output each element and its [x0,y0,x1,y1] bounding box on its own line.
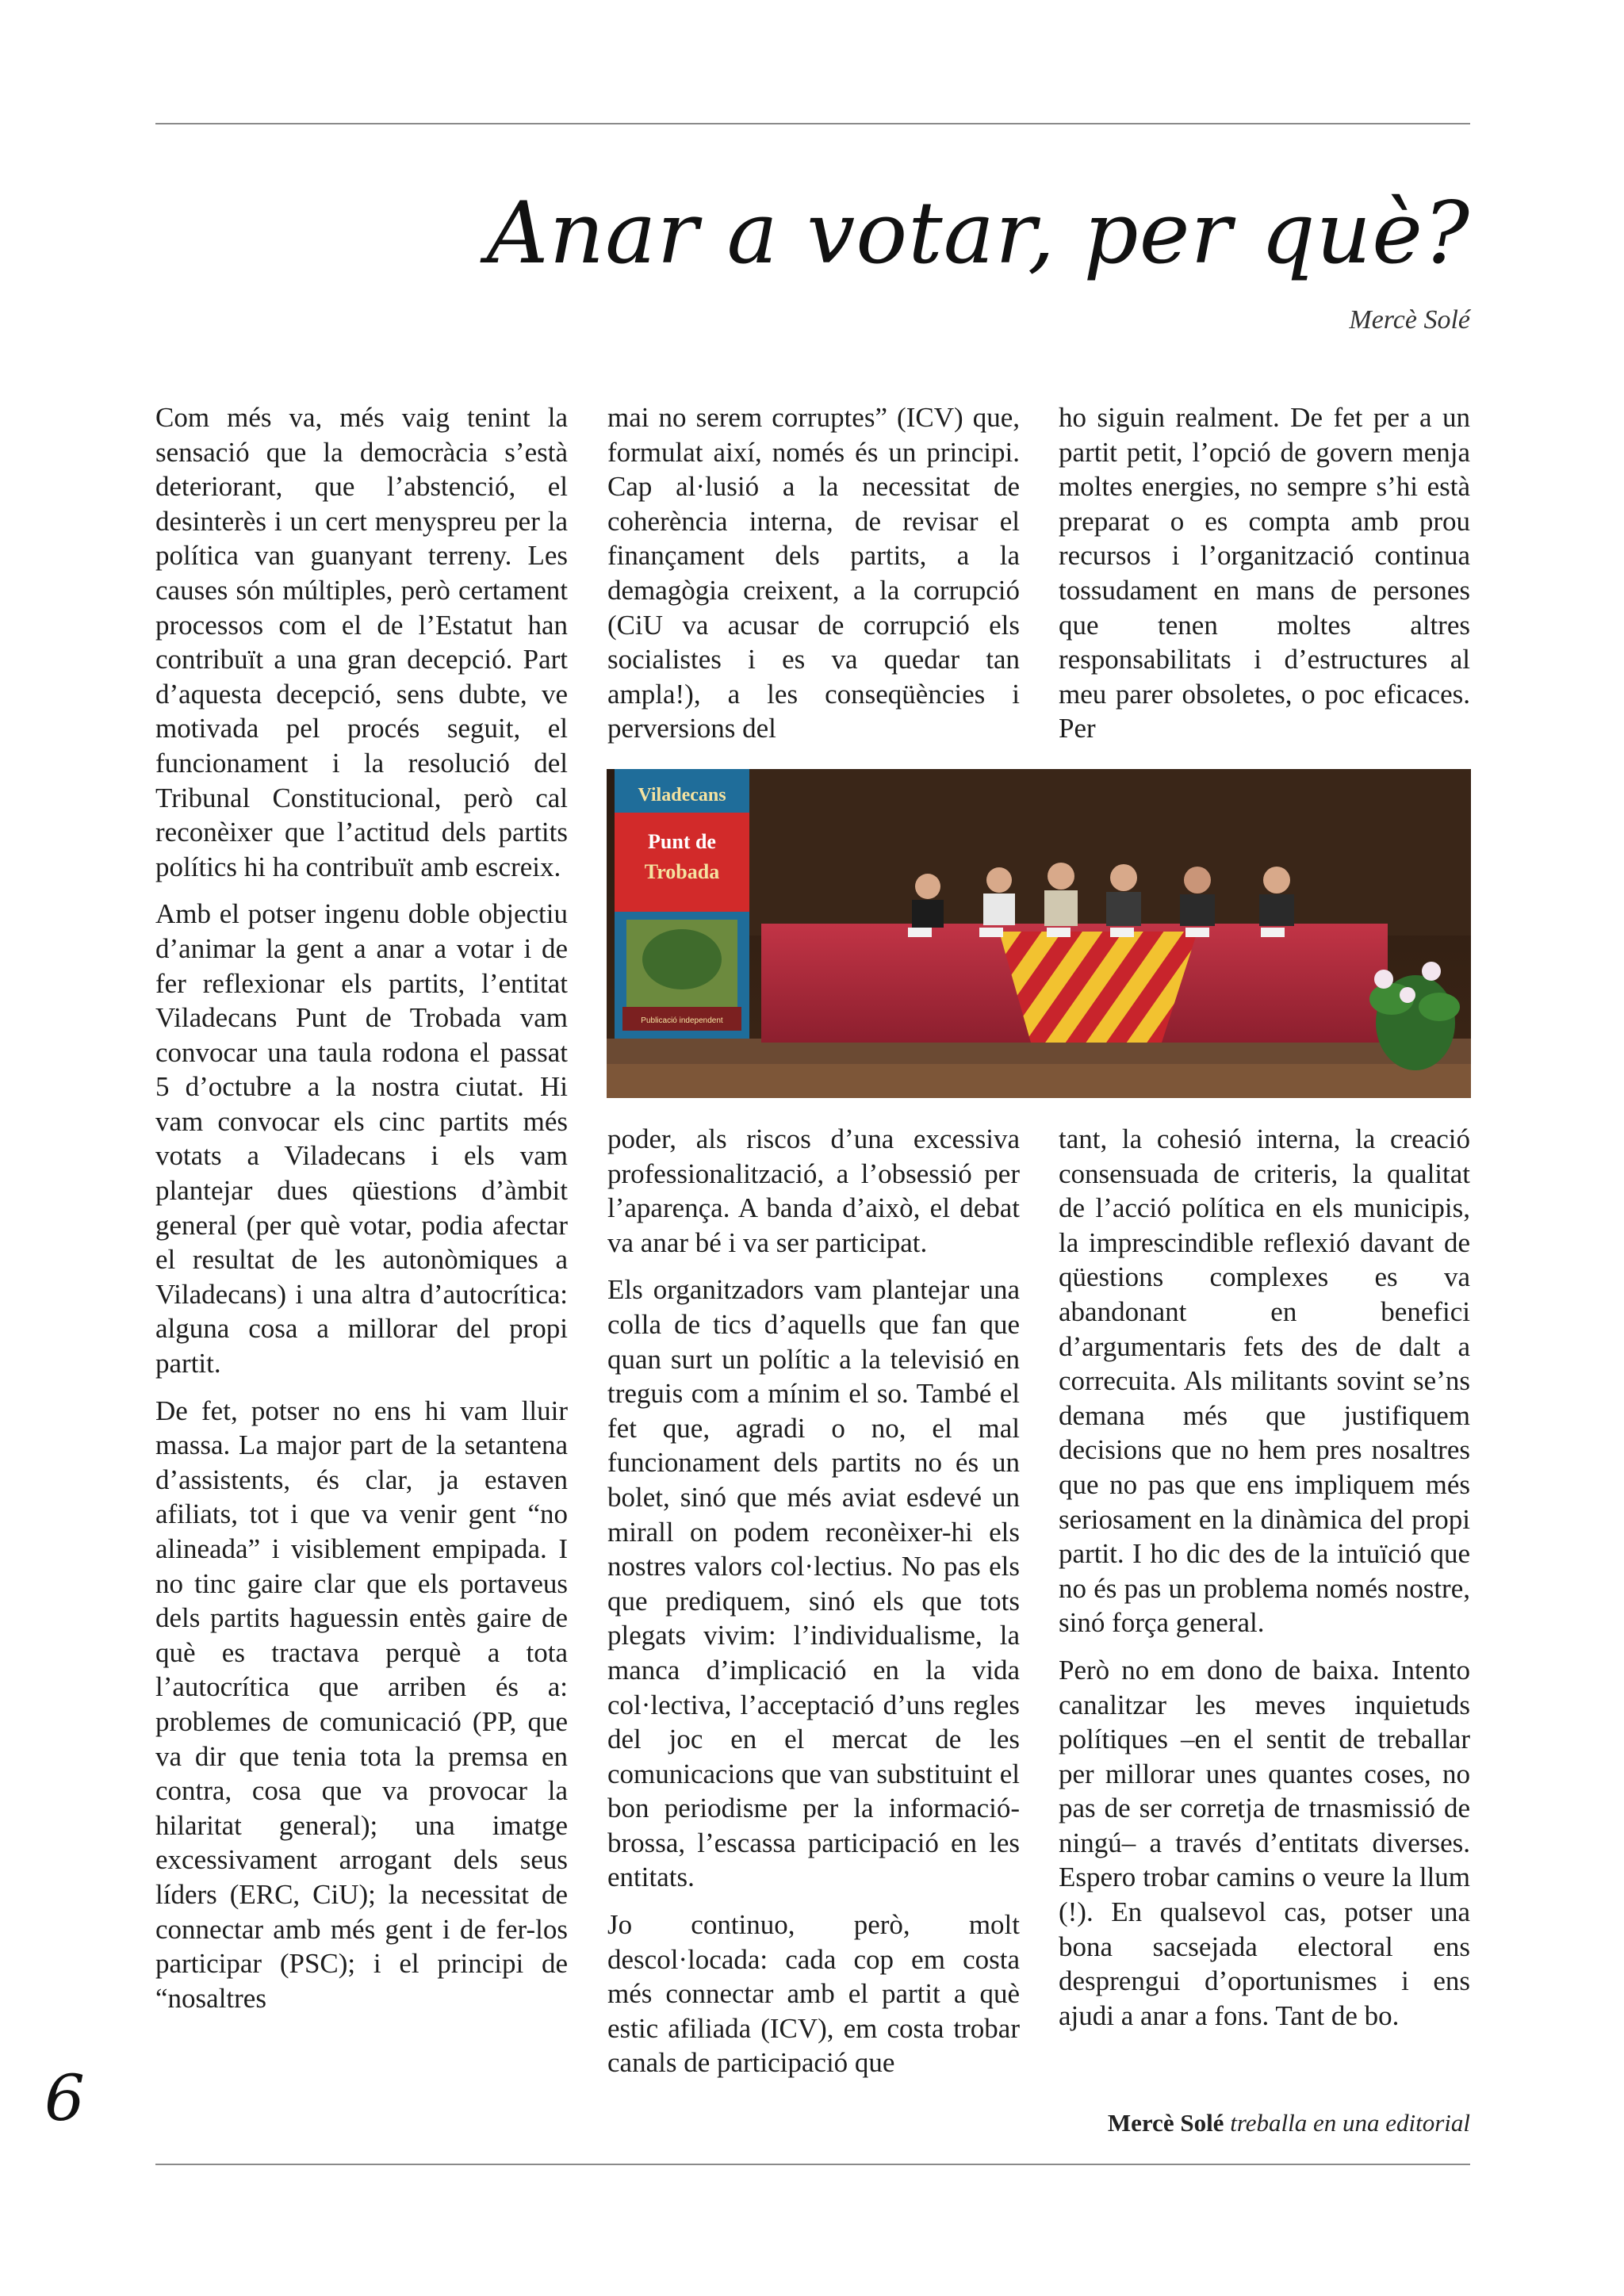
stage-floor-edge [607,1064,1471,1098]
article-column-left [155,400,568,2152]
paragraph: Però no em dono de baixa. Intento canalitzar les meves inquietuds polítiques –en el sentit de treballar per millorar unes quantes coses, no pas de ser corretja de trnasmissió de ningú– a través d’entitats diverses. Espero trobar camins o veure la llum (!). En qualsevol cas, potser una bona sacsejada electoral ens desprengui d’oportunismes i ens ajudi a anar a fons. Tant de bo. [1059,1654,1470,2031]
article-column-middle-bottom [607,1122,1020,2152]
round-table-photo [607,769,1471,1098]
panel-table [761,924,1388,1043]
page-number: 6 [44,2061,85,2135]
paragraph: De fet, potser no ens hi vam lluir massa. La major part de la setantena d’assistents, és clar, ja estaven afiliats, tot i que va venir gent “no alineada” i visiblement empipada. I no tinc gaire clar que els portaveus dels partits haguessin entès gaire de què es tractava perquè a tota l’autocrítica que arriben és a: problemes de comunicació (PP, que va dir que tenia tota la premsa en contra, cosa que va provocar la hilaritat general); una imatge excessivament arrogant dels seus líders (ERC, CiU); la necessitat de connectar amb més gent i de fer-los participar (PSC); i el principi de “nosaltres [155,1395,568,2014]
bottom-divider [155,2164,1470,2165]
paragraph: Amb el potser ingenu doble objectiu d’animar la gent a anar a votar i de fer reflexionar els partits, l’entitat Viladecans Punt de Trobada vam convocar una taula rodona el passat 5 d’octubre a la nostra ciutat. Hi vam convocar els cinc partits més votats a Viladecans i els vam plantejar dues qüestions d’àmbit general (per què votar, podia afectar el resultat de les autonòmiques a Viladecans) i una altra d’autocrítica: alguna cosa a millorar del propi partit. [155,898,568,1380]
top-divider [155,123,1470,124]
banner-title: Viladecans [638,785,726,806]
paragraph: mai no serem corruptes” (ICV) que, formulat així, només és un principi. Cap al·lusió a la necessitat de coherència interna, de revisar el finançament dels partits, a la demagògia creixent, a la corrupció (CiU va acusar de corrupció els socialistes i es va quedar tan ampla!), a les conseqüències i perversions del [607,402,1020,744]
paragraph: tant, la cohesió interna, la creació consensuada de criteris, la qualitat de l’acció política en els municipis, la imprescindible reflexió davant de qüestions complexes es va abandonant en benefici d’argumentaris fets des de dalt a correcuita. Als militants sovint se’ns demana més que justifiquem decisions que no hem pres nosaltres que no pas que ens impliquem més seriosament en la dinàmica del propi partit. I ho dic des de la intuïció que no és pas un problema només nostre, sinó força general. [1059,1123,1470,1639]
paragraph: poder, als riscos d’una excessiva professionalització, a l’obsessió per l’aparença. A banda d’això, el debat va anar bé i va ser participat. [607,1123,1020,1258]
banner-footer: Publicació independent [641,1016,723,1025]
paragraph: ho siguin realment. De fet per a un partit petit, l’opció de govern menja moltes energies, no sempre s’hi està preparat o es compta amb prou recursos i l’organització continua tossudament en mans de persones que tenen moltes altres responsabilitats i d’estructures al meu parer obsoletes, o poc eficaces. Per [1059,402,1470,744]
banner-subtitle-2: Trobada [644,860,720,883]
article-column-right-bottom [1059,1122,1470,2129]
banner-subtitle-1: Punt de [648,830,716,853]
author-signature [1108,2109,1470,2137]
paragraph: Jo continuo, però, molt descol·locada: cada cop em costa més connectar amb el partit a què estic afiliada (ICV), em costa trobar canals de participació que [607,1909,1020,2079]
article-title: Anar a votar, per què? [486,184,1470,283]
signature-name: Mercè Solé [1107,2109,1224,2137]
signature-note: treballa en una editorial [1224,2109,1470,2137]
banner [615,769,749,1039]
article-column-middle-top [607,400,1020,751]
paragraph: Els organitzadors vam plantejar una colla de tics d’aquells que fan que quan surt un polític a la televisió en treguis com a mínim el so. També el fet que, agradi o no, el mal funcionament dels partits no és un bolet, sinó que més aviat esdevé un mirall on podem reconèixer-hi els nostres valors col·lectius. No pas els que prediquem, sinó els que tots plegats vivim: l’individualisme, la manca d’implicació en la vida col·lectiva, l’acceptació d’uns regles del joc en el mercat de les comunicacions que van substituint el bon periodisme per la informació-brossa, l’escassa participació en les entitats. [607,1274,1020,1893]
paragraph: Com més va, més vaig tenint la sensació que la democràcia s’està deteriorant, que l’abstenció, el desinterès i un cert menyspreu per la política van guanyant terreny. Les causes són múltiples, però certament processos com el de l’Estatut han contribuït a una gran decepció. Part d’aquesta decepció, sens dubte, ve motivada pel procés seguit, el funcionament i la resolució del Tribunal Constitucional, però cal reconèixer que l’actitud dels partits polítics hi ha contribuït amb escreix. [155,402,568,882]
article-column-right-top [1059,400,1470,751]
author-byline: Mercè Solé [1349,305,1470,335]
